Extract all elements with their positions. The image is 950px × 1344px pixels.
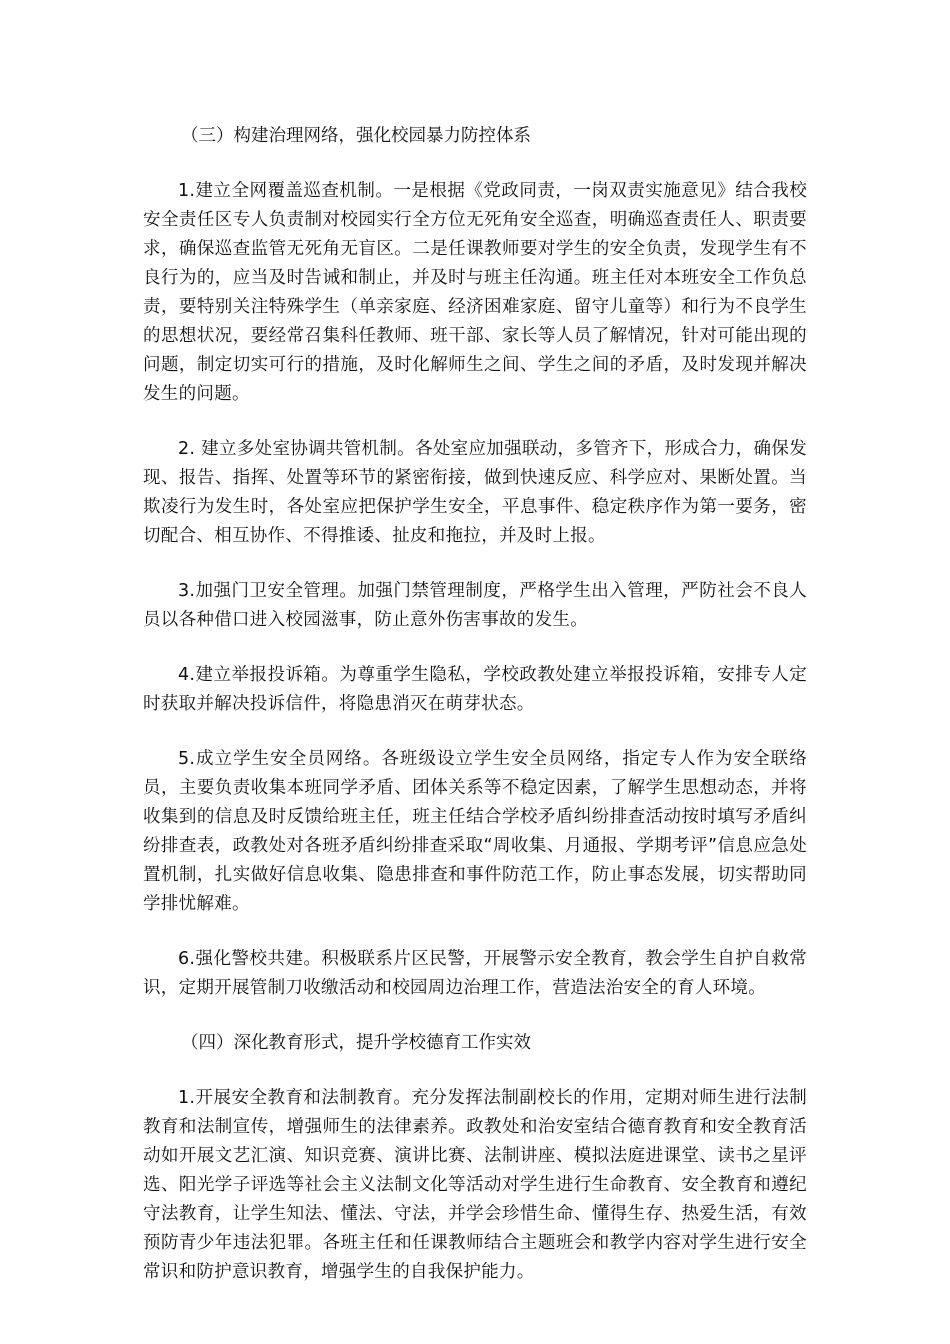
paragraph-3-2: 2. 建立多处室协调共管机制。各处室应加强联动，多管齐下，形成合力，确保发现、报告、指挥、处置等环节的紧密衔接，做到快速反应、科学应对、果断处置。当欺凌行为发生时，各处室应把保护学生安全，平息事件、稳定秩序作为第一要务，密切配合、相互协作、不得推诿、扯皮和拖拉，并及时上报。 [143, 439, 807, 546]
section-heading-4: （四）深化教育形式，提升学校德育工作实效 [181, 1033, 531, 1053]
paragraph-3-1: 1.建立全网覆盖巡查机制。一是根据《党政同责，一岗双责实施意见》结合我校安全责任区专人负责制对校园实行全方位无死角安全巡查，明确巡查责任人、职责要求，确保巡查监管无死角无盲区。二是任课教师要对学生的安全负责，发现学生有不良行为的，应当及时告诫和制止，并及时与班主任沟通。班主任对本班安全工作负总责，要特别关注特殊学生（单亲家庭、经济困难家庭、留守儿童等）和行为不良学生的思想状况，要经常召集科任教师、班干部、家长等人员了解情况，针对可能出现的问题，制定切实可行的措施，及时化解师生之间、学生之间的矛盾，及时发现并解决发生的问题。 [143, 181, 807, 404]
paragraph-4-1: 1.开展安全教育和法制教育。充分发挥法制副校长的作用，定期对师生进行法制教育和法制宣传，增强师生的法律素养。政教处和治安室结合德育教育和安全教育活动如开展文艺汇演、知识竞赛、演讲比赛、法制讲座、模拟法庭进课堂、读书之星评选、阳光学子评选等社会主义法制文化等活动对学生进行生命教育、安全教育和遵纪守法教育，让学生知法、懂法、守法，并学会珍惜生命、懂得生存、热爱生活，有效预防青少年违法犯罪。各班主任和任课教师结合主题班会和教学内容对学生进行安全常识和防护意识教育，增强学生的自我保护能力。 [143, 1088, 807, 1282]
paragraph-3-3: 3.加强门卫安全管理。加强门禁管理制度，严格学生出入管理，严防社会不良人员以各种借口进入校园滋事，防止意外伤害事故的发生。 [143, 581, 807, 630]
paragraph-3-6: 6.强化警校共建。积极联系片区民警，开展警示安全教育，教会学生自护自救常识，定期开展管制刀收缴活动和校园周边治理工作，营造法治安全的育人环境。 [143, 949, 807, 998]
paragraph-3-5: 5.成立学生安全员网络。各班级设立学生安全员网络，指定专人作为安全联络员，主要负责收集本班同学矛盾、团体关系等不稳定因素，了解学生思想动态，并将收集到的信息及时反馈给班主任，班主任结合学校矛盾纠纷排查活动按时填写矛盾纠纷排查表，政教处对各班矛盾纠纷排查采取“周收集、月通报、学期考评”信息应急处置机制，扎实做好信息收集、隐患排查和事件防范工作，防止事态发展，切实帮助同学排忧解难。 [143, 749, 807, 914]
section-heading-3: （三）构建治理网络，强化校园暴力防控体系 [181, 126, 531, 146]
document-page [143, 122, 807, 1313]
paragraph-3-4: 4.建立举报投诉箱。为尊重学生隐私，学校政教处建立举报投诉箱，安排专人定时获取并解决投诉信件，将隐患消灭在萌芽状态。 [143, 665, 807, 714]
